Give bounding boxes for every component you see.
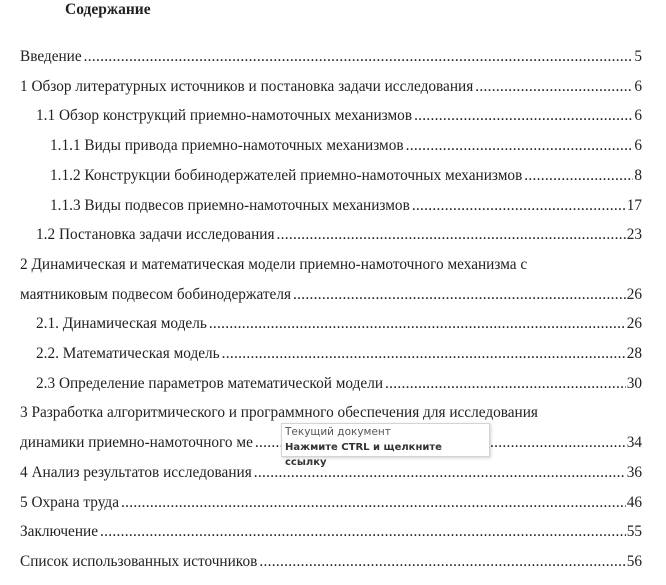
toc-entry[interactable]: [20, 547, 642, 577]
toc-page-number: 26: [626, 285, 642, 303]
toc-entry-label: динамики приемно-намоточного ме: [20, 434, 253, 452]
toc-entry-label: маятниковым подвесом бобинодержателя: [20, 285, 292, 303]
toc-entry[interactable]: [20, 131, 642, 161]
toc-page-number: 6: [634, 77, 642, 95]
toc-entry[interactable]: [20, 488, 642, 518]
dot-leader: [522, 161, 633, 191]
toc-entry[interactable]: [20, 220, 642, 250]
dot-leader: [82, 42, 634, 72]
toc-page-number: 17: [626, 196, 642, 214]
toc-page-number: 56: [626, 552, 642, 570]
toc-entry-label: 1.1.3 Виды подвесов приемно-намоточных механизмов: [50, 196, 410, 214]
toc-entry[interactable]: [20, 369, 642, 399]
dot-leader: [412, 101, 633, 131]
dot-leader: [274, 220, 625, 250]
dot-leader: [98, 517, 626, 547]
dot-leader: [410, 191, 626, 221]
tooltip-document-label: Текущий документ: [285, 426, 391, 438]
toc-entry-label: 1.1.1 Виды привода приемно-намоточных механизмов: [50, 137, 404, 155]
toc-page-number: 26: [626, 315, 642, 333]
toc-entry-label: 2.1. Динамическая модель: [36, 315, 207, 333]
table-of-contents: [20, 42, 642, 577]
toc-entry[interactable]: [20, 280, 642, 310]
toc-page-number: 23: [626, 226, 642, 244]
toc-page-number: 28: [626, 345, 642, 363]
toc-page-number: 34: [626, 434, 642, 452]
dot-leader: [383, 369, 626, 399]
toc-entry-label: 1.1 Обзор конструкций приемно-намоточных механизмов: [36, 107, 413, 125]
dot-leader: [404, 131, 634, 161]
toc-page-number: 6: [634, 137, 642, 155]
dot-leader: [119, 488, 626, 518]
toc-entry-label: 5 Охрана труда: [20, 493, 119, 511]
toc-entry-label: 1.2 Постановка задачи исследования: [36, 226, 275, 244]
toc-heading: Содержание: [65, 1, 151, 18]
toc-page-number: 5: [634, 48, 642, 65]
toc-entry[interactable]: [20, 191, 642, 221]
toc-entry-label: 2.2. Математическая модель: [36, 345, 220, 363]
dot-leader: [257, 547, 625, 577]
dot-leader: [291, 280, 626, 310]
toc-entry[interactable]: [20, 161, 642, 191]
toc-entry[interactable]: [20, 339, 642, 369]
toc-entry-label: Введение: [20, 48, 82, 65]
toc-entry[interactable]: [20, 101, 642, 131]
dot-leader: [220, 339, 626, 369]
toc-page-number: 46: [626, 493, 642, 511]
toc-entry[interactable]: [20, 72, 642, 102]
toc-entry[interactable]: [20, 250, 642, 280]
toc-entry-label: 2 Динамическая и математическая модели приемно-намоточного механизма с: [20, 255, 528, 273]
hyperlink-tooltip: [281, 423, 490, 468]
toc-page-number: 6: [634, 107, 642, 125]
toc-entry[interactable]: [20, 517, 642, 547]
tooltip-ctrl-click-hint: Нажмите CTRL и щелкните ссылку: [285, 442, 442, 468]
toc-entry-label: 1.1.2 Конструкции бобинодержателей приемно-намоточных механизмов: [50, 166, 523, 184]
toc-entry-label: Список использованных источников: [20, 552, 258, 570]
toc-page-number: 55: [626, 523, 642, 541]
toc-entry-label: 4 Анализ результатов исследования: [20, 463, 252, 481]
toc-page-number: 36: [626, 463, 642, 481]
toc-entry[interactable]: [20, 309, 642, 339]
toc-entry-label: 2.3 Определение параметров математической модели: [36, 374, 384, 392]
toc-entry[interactable]: [20, 42, 642, 72]
toc-page-number: 8: [634, 166, 642, 184]
dot-leader: [207, 309, 626, 339]
toc-page-number: 30: [626, 374, 642, 392]
toc-entry-label: 1 Обзор литературных источников и постановка задачи исследования: [20, 77, 474, 95]
dot-leader: [473, 72, 633, 102]
toc-entry-label: Заключение: [20, 523, 99, 541]
toc-entry-label: 3 Разработка алгоритмического и программного обеспечения для исследования: [20, 404, 538, 422]
